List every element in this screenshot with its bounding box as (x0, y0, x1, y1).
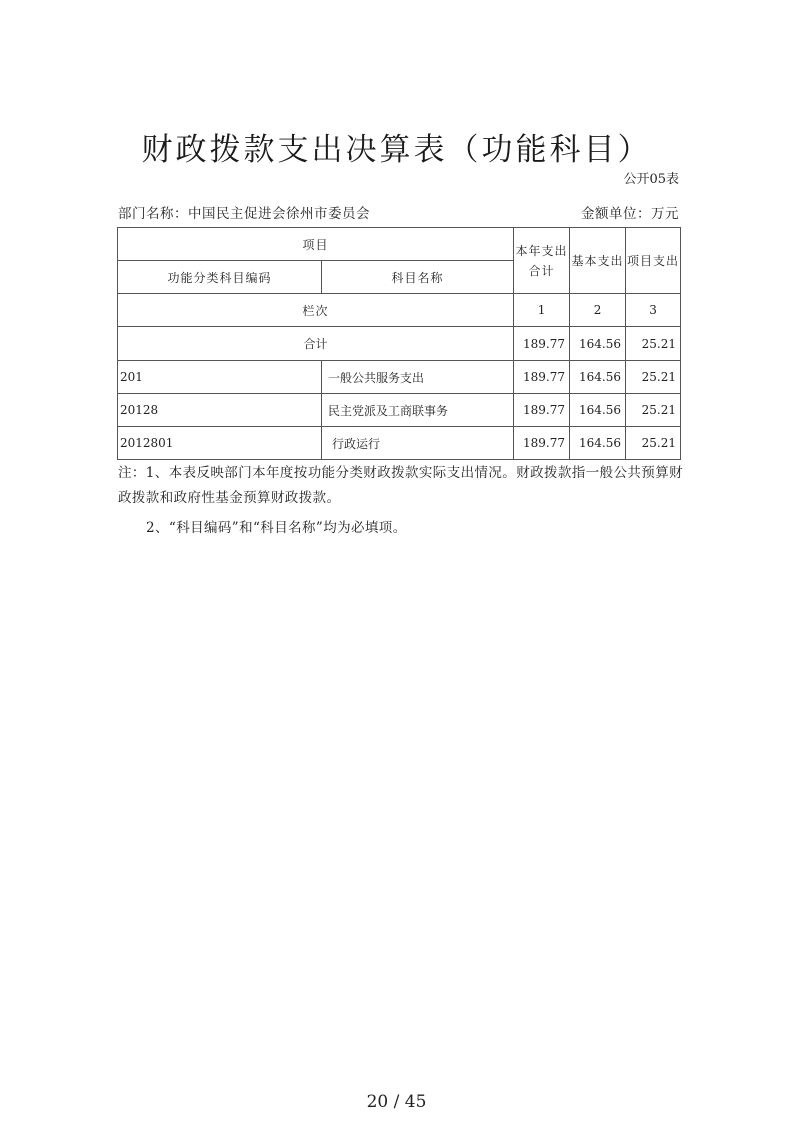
table-row (118, 361, 681, 394)
row-project: 25.21 (626, 394, 681, 427)
expenditure-table (117, 227, 681, 460)
form-number: 公开05表 (623, 172, 679, 187)
row-total: 189.77 (514, 394, 570, 427)
note-2: 2、“科目编码”和“科目名称”均为必填项。 (146, 520, 407, 536)
table-row (118, 394, 681, 427)
row-basic: 164.56 (570, 427, 626, 460)
header-total: 本年支出合计 (514, 228, 570, 294)
header-code: 功能分类科目编码 (118, 261, 322, 294)
row-project: 25.21 (626, 361, 681, 394)
index-1: 1 (514, 294, 570, 327)
row-total: 189.77 (514, 427, 570, 460)
index-label: 栏次 (118, 294, 514, 327)
row-name: 行政运行 (322, 427, 514, 460)
total-basic: 164.56 (570, 327, 626, 361)
row-name: 民主党派及工商联事务 (322, 394, 514, 427)
index-2: 2 (570, 294, 626, 327)
row-code: 2012801 (118, 427, 322, 460)
total-amount: 189.77 (514, 327, 570, 361)
table-row (118, 427, 681, 460)
department-name: 部门名称：中国民主促进会徐州市委员会 (118, 206, 370, 222)
total-row (118, 327, 681, 361)
page-title: 财政拨款支出决算表（功能科目） (141, 132, 652, 168)
row-code: 20128 (118, 394, 322, 427)
row-basic: 164.56 (570, 394, 626, 427)
total-project: 25.21 (626, 327, 681, 361)
page-number: 20 / 45 (366, 1092, 427, 1112)
row-basic: 164.56 (570, 361, 626, 394)
index-3: 3 (626, 294, 681, 327)
row-name: 一般公共服务支出 (322, 361, 514, 394)
total-label: 合计 (118, 327, 514, 361)
row-total: 189.77 (514, 361, 570, 394)
header-basic: 基本支出 (570, 228, 626, 294)
row-code: 201 (118, 361, 322, 394)
header-item: 项目 (118, 228, 514, 261)
row-project: 25.21 (626, 427, 681, 460)
note-1: 注：1、本表反映部门本年度按功能分类财政拨款实际支出情况。财政拨款指一般公共预算财政拨款和政府性基金预算财政拨款。 (118, 465, 683, 506)
header-project: 项目支出 (626, 228, 681, 294)
amount-unit: 金额单位：万元 (581, 206, 679, 222)
header-name: 科目名称 (322, 261, 514, 294)
